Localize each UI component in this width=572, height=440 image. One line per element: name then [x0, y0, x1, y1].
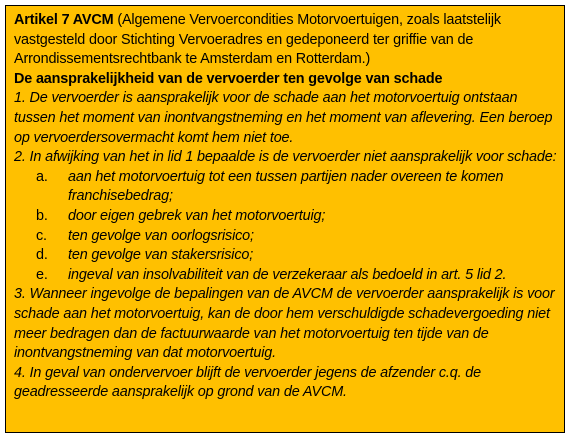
article-box: [5, 5, 565, 433]
article-heading: [14, 11, 558, 70]
paragraph-2: 2. In afwijking van het in lid 1 bepaalde is de vervoerder niet aansprakelijk voor schade:: [14, 149, 557, 166]
list-item-text: door eigen gebrek van het motorvoertuig;: [68, 207, 326, 224]
list-item: [14, 207, 558, 227]
article-title: Artikel 7 AVCM: [14, 12, 114, 28]
list-marker: e.: [36, 266, 48, 283]
list-item: [14, 246, 558, 266]
list-marker: a.: [36, 168, 48, 185]
paragraph-4: 4. In geval van ondervervoer blijft de vervoerder jegens de afzender c.q. de geadresseerde aansprakelijk op grond van de AVCM.: [14, 364, 481, 401]
article-source: (Algemene Vervoercondities Motorvoertuigen, zoals laatstelijk vastgesteld door Stichting Vervoeradres en gedeponeerd ter griffie van de Arrondissementsrechtbank te Amsterdam en Rotterdam.): [14, 12, 501, 68]
list-item-text: ten gevolge van oorlogsrisico;: [68, 227, 254, 244]
list-marker: d.: [36, 247, 48, 264]
paragraph-1: 1. De vervoerder is aansprakelijk voor de schade aan het motorvoertuig ontstaan tussen het moment van inontvangstneming en het moment van aflevering. Een beroep op vervoerdersovermacht komt hem niet toe.: [14, 90, 553, 146]
list-marker: b.: [36, 207, 48, 224]
list-item-text: ingeval van insolvabiliteit van de verzekeraar als bedoeld in art. 5 lid 2.: [68, 266, 507, 283]
section-subheading: De aansprakelijkheid van de vervoerder ten gevolge van schade: [14, 70, 443, 87]
list-item: [14, 266, 558, 286]
list-marker: c.: [36, 227, 47, 244]
list-item: [14, 168, 558, 207]
list-item-text: ten gevolge van stakersrisico;: [68, 247, 254, 264]
exception-list: [14, 168, 558, 286]
list-item: [14, 227, 558, 247]
paragraph-3: 3. Wanneer ingevolge de bepalingen van de AVCM de vervoerder aansprakelijk is voor schade aan het motorvoertuig, kan de door hem verschuldigde schadevergoeding niet meer bedragen dan de factuurwaarde van het motorvoertuig ten tijde van de inontvangstneming van dat motorvoertuig.: [14, 286, 555, 362]
list-item-text: aan het motorvoertuig tot een tussen partijen nader overeen te komen franchisebedrag;: [68, 168, 504, 205]
